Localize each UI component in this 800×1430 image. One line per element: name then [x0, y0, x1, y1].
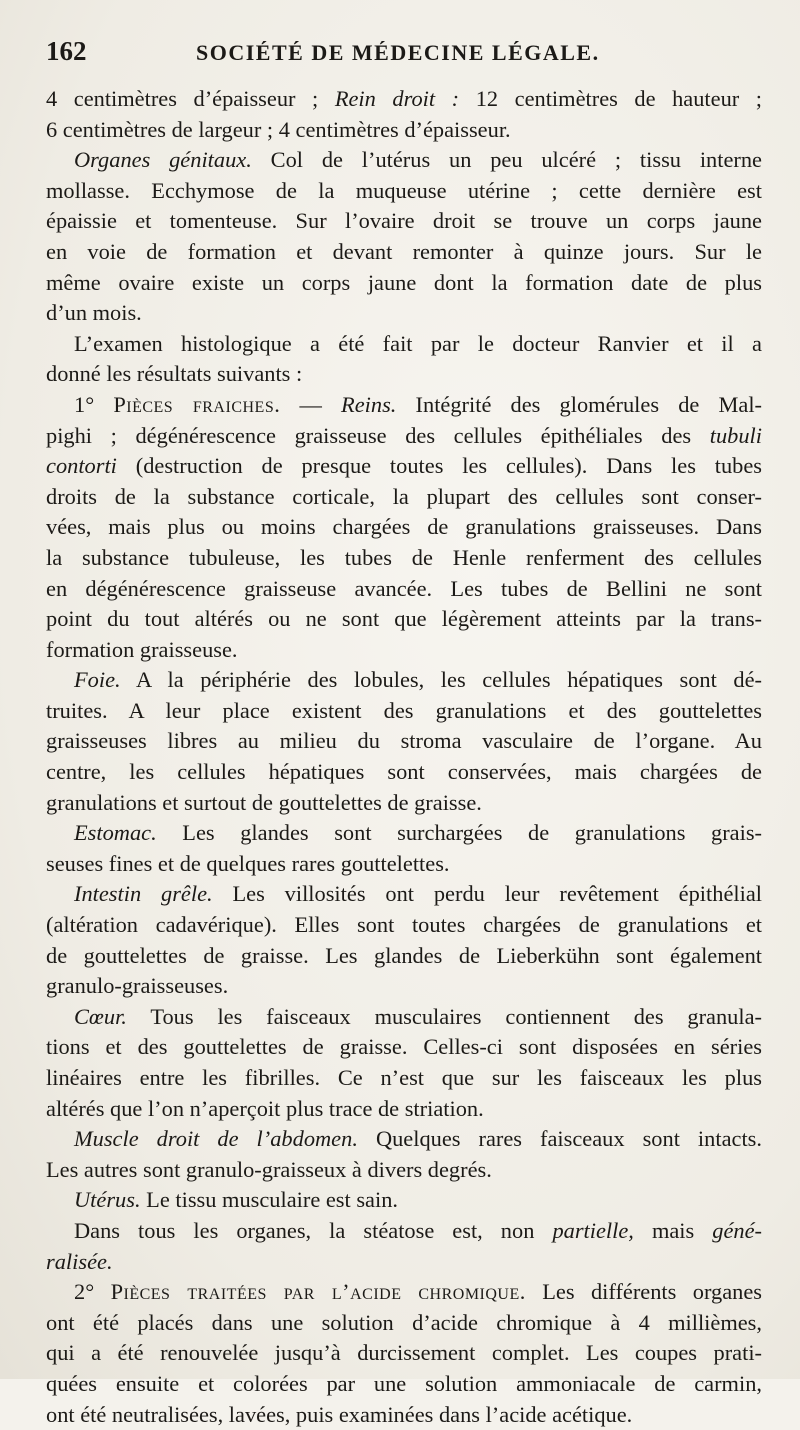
text-segment: en voie de formation et devant remonter à quinze jours. Sur le	[46, 238, 762, 264]
italic-text: Estomac.	[74, 820, 157, 846]
text-line	[46, 1032, 762, 1063]
text-line	[46, 1155, 762, 1186]
text-segment: Dans tous les organes, la stéatose est, non	[74, 1217, 553, 1243]
text-line	[46, 451, 762, 482]
text-segment: A la périphérie des lobules, les cellules hépatiques sont dé-	[120, 667, 762, 693]
text-segment: quées ensuite et colorées par une solution ammoniacale de carmin,	[46, 1370, 762, 1396]
text-segment: Intégrité des glomérules de Mal-	[396, 391, 763, 417]
page-number: 162	[46, 36, 87, 66]
running-head: SOCIÉTÉ DE MÉDECINE LÉGALE.	[196, 40, 600, 65]
text-segment: ont été placés dans une solution d’acide chromique à 4 millièmes,	[46, 1309, 762, 1335]
text-segment: ont été neutralisées, lavées, puis examinées dans l’acide acétique.	[46, 1401, 633, 1427]
text-line	[46, 329, 762, 360]
text-line	[46, 390, 762, 421]
text-segment: même ovaire existe un corps jaune dont la formation date de plus	[46, 269, 762, 295]
italic-text: Cœur.	[74, 1003, 127, 1029]
text-line	[46, 788, 762, 819]
text-segment: Le tissu musculaire est sain.	[140, 1187, 399, 1213]
text-segment: L’examen histologique a été fait par le docteur Ranvier et il a	[74, 330, 762, 356]
text-segment: seuses fines et de quelques rares gouttelettes.	[46, 850, 450, 876]
text-line	[46, 268, 762, 299]
page-header	[46, 36, 762, 80]
text-segment: Les villosités ont perdu leur revêtement épithélial	[212, 881, 762, 907]
text-line	[46, 1308, 762, 1339]
text-line	[46, 1185, 762, 1216]
text-segment: —	[280, 391, 342, 417]
text-line	[46, 665, 762, 696]
text-segment: vées, mais plus ou moins chargées de granulations graisseuses. Dans	[46, 514, 762, 540]
italic-text: partielle,	[552, 1217, 634, 1243]
text-segment: granulations et surtout de gouttelettes de graisse.	[46, 789, 482, 815]
text-segment: graisseuses libres au milieu du stroma vasculaire de l’organe. Au	[46, 728, 762, 754]
text-line	[46, 1338, 762, 1369]
text-line	[46, 176, 762, 207]
small-caps-text: Pièces traitées par l’acide chromique.	[110, 1279, 526, 1305]
italic-text: contorti	[46, 453, 117, 479]
text-line	[46, 971, 762, 1002]
text-segment: donné les résultats suivants :	[46, 361, 303, 387]
italic-text: géné-	[712, 1217, 763, 1243]
text-line	[46, 84, 762, 115]
italic-text: Organes génitaux.	[74, 147, 252, 173]
text-line	[46, 818, 762, 849]
text-segment: Col de l’utérus un peu ulcéré ; tissu interne	[251, 147, 762, 173]
text-segment: Les différents organes	[525, 1279, 762, 1305]
text-segment: en dégénérescence graisseuse avancée. Les tubes de Bellini ne sont	[46, 575, 762, 601]
text-line	[46, 298, 762, 329]
italic-text: Rein droit :	[334, 86, 460, 111]
text-segment: 6 centimètres de largeur ; 4 centimètres d’épaisseur.	[46, 116, 511, 142]
text-line	[46, 696, 762, 727]
text-line	[46, 635, 762, 666]
text-segment: Les autres sont granulo-graisseux à divers degrés.	[46, 1156, 492, 1182]
text-line	[46, 849, 762, 880]
text-segment: altérés que l’on n’aperçoit plus trace de striation.	[46, 1095, 484, 1121]
text-line	[46, 1124, 762, 1155]
text-segment: point du tout altérés ou ne sont que légèrement atteints par la trans-	[46, 606, 762, 632]
text-line	[46, 757, 762, 788]
text-segment: granulo-graisseuses.	[46, 973, 229, 999]
text-segment: pighi ; dégénérescence graisseuse des cellules épithéliales des	[46, 422, 710, 448]
italic-text: Foie.	[74, 667, 121, 693]
text-segment: formation graisseuse.	[46, 636, 238, 662]
text-line	[46, 604, 762, 635]
text-segment: la substance tubuleuse, les tubes de Henle renferment des cellules	[46, 544, 762, 570]
italic-text: Utérus.	[74, 1187, 141, 1213]
text-segment: mais	[633, 1217, 713, 1243]
italic-text: tubuli	[709, 422, 762, 448]
text-line	[46, 1400, 762, 1430]
text-line	[46, 941, 762, 972]
text-segment: (destruction de presque toutes les cellules). Dans les tubes	[116, 453, 762, 479]
text-segment: mollasse. Ecchymose de la muqueuse utérine ; cette dernière est	[46, 177, 762, 203]
text-line	[46, 145, 762, 176]
text-line	[46, 206, 762, 237]
text-segment: qui a été renouvelée jusqu’à durcissement complet. Les coupes prati-	[46, 1340, 762, 1366]
text-segment: Les glandes sont surchargées de granulations grais-	[156, 820, 762, 846]
italic-text: Intestin grêle.	[74, 881, 213, 907]
text-segment: centre, les cellules hépatiques sont conservées, mais chargées de	[46, 759, 762, 785]
text-segment: droits de la substance corticale, la plupart des cellules sont conser-	[46, 483, 762, 509]
text-segment: 12 centimètres de hauteur ;	[459, 86, 763, 111]
text-segment: tions et des gouttelettes de graisse. Celles-ci sont disposées en séries	[46, 1034, 762, 1060]
text-line	[46, 482, 762, 513]
text-line	[46, 1277, 762, 1308]
text-segment: (altération cadavérique). Elles sont toutes chargées de granulations et	[46, 912, 762, 938]
text-line	[46, 1216, 762, 1247]
text-line	[46, 115, 762, 146]
text-segment: Quelques rares faisceaux sont intacts.	[357, 1126, 762, 1152]
text-line	[46, 237, 762, 268]
text-segment: linéaires entre les fibrilles. Ce n’est que sur les faisceaux les plus	[46, 1065, 762, 1090]
text-segment: épaissie et tomenteuse. Sur l’ovaire droit se trouve un corps jaune	[46, 208, 762, 234]
text-segment: 2°	[74, 1279, 111, 1305]
text-segment: de gouttelettes de graisse. Les glandes de Lieberkühn sont également	[46, 942, 762, 968]
text-line	[46, 1247, 762, 1278]
text-line	[46, 1094, 762, 1125]
italic-text: Muscle droit de l’abdomen.	[74, 1126, 358, 1152]
text-segment: 1°	[74, 391, 114, 417]
text-line	[46, 1063, 762, 1094]
small-caps-text: Pièces fraiches.	[113, 391, 281, 417]
text-line	[46, 1369, 762, 1400]
text-line	[46, 1002, 762, 1033]
text-line	[46, 726, 762, 757]
text-segment: d’un mois.	[46, 300, 142, 326]
text-segment: truites. A leur place existent des granulations et des gouttelettes	[46, 697, 762, 723]
text-line	[46, 543, 762, 574]
text-line	[46, 910, 762, 941]
text-line	[46, 512, 762, 543]
text-line	[46, 879, 762, 910]
text-segment: Tous les faisceaux musculaires contiennent des granula-	[126, 1003, 762, 1029]
text-line	[46, 359, 762, 390]
italic-text: Reins.	[341, 391, 397, 417]
text-segment: 4 centimètres d’épaisseur ;	[46, 86, 335, 111]
text-line	[46, 421, 762, 452]
body-text	[46, 84, 762, 1430]
italic-text: ralisée.	[46, 1248, 113, 1274]
text-line	[46, 574, 762, 605]
